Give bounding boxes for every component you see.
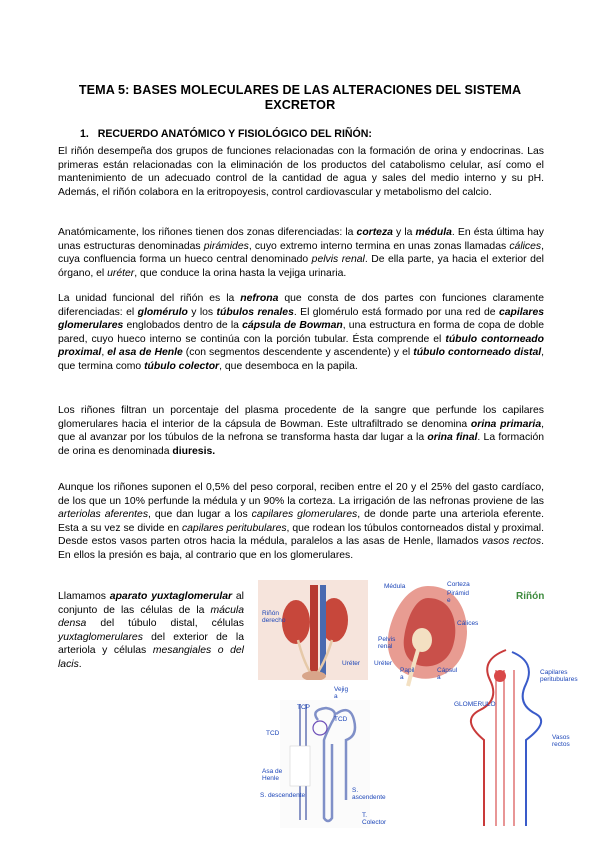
document-title — [60, 83, 540, 113]
text: . En ellos la presión es baja, al contrario que en los glomerulares. — [58, 536, 545, 561]
text: . — [78, 658, 82, 670]
label-piramide: Pirámid e — [447, 590, 470, 604]
text: , que al avanzar por los túbulos de la nefrona se transforma hasta dar lugar a la — [58, 418, 544, 444]
term-arteriolas-aferentes: arteriolas aferentes — [58, 509, 149, 521]
text: . De ella parte, ya hacia el exterior del órgano, el — [58, 254, 544, 279]
text: . En ésta última hay unas estructuras denominadas — [58, 227, 544, 252]
label-s-descendente: S. descendente — [260, 792, 306, 799]
text: . La formación de orina es denominada — [58, 432, 545, 457]
label-rinon-derecho: Riñón derecho — [262, 610, 286, 624]
label-rinon-title: Riñón — [516, 591, 545, 602]
text: , — [101, 347, 108, 359]
label-tcd: TCD — [334, 716, 348, 723]
text: , que dan lugar a los — [148, 509, 252, 521]
pelvis-shape — [412, 628, 432, 652]
term-ureter: uréter — [107, 267, 135, 279]
vein-path — [512, 652, 541, 826]
term-macula-densa: mácula densa — [58, 604, 244, 630]
term-capilares-glomerulares: capilares glomerulares — [58, 306, 544, 332]
label-papila: Papil a — [400, 667, 415, 681]
text: que consta de dos partes con funciones claramente diferenciadas: el — [58, 293, 545, 318]
text: Aunque los riñones suponen el 0,5% del peso corporal, reciben entre el 20 y el 25% del gasto cardíaco, de los que un 10% perfunde la médula y un 90% la corteza. La irrigación de las nefronas proviene de las — [58, 482, 544, 507]
paragraph-yuxtaglomerular — [58, 590, 244, 672]
term-calices: cálices — [509, 240, 542, 252]
label-corteza: Corteza — [447, 581, 470, 588]
title-line-2: EXCRETOR — [264, 98, 336, 112]
term-nefrona: nefrona — [240, 293, 279, 304]
text: . El glomérulo está formado por una red de — [293, 306, 499, 318]
term-asa-henle: el asa de Henle — [107, 347, 183, 359]
text: , que termina como — [58, 347, 545, 372]
term-piramides: pirámides — [203, 240, 249, 252]
term-capilares-peritubulares: capilares peritubulares — [181, 522, 287, 534]
label-calices: Cálices — [457, 620, 479, 627]
label-ureter-fig2: Uréter — [374, 660, 393, 667]
term-aparato-yuxtaglomerular: aparato yuxtaglomerular — [109, 591, 233, 602]
label-asa-henle: Asa de Henle — [262, 768, 283, 782]
label-glomerulo: GLOMERULO — [454, 701, 496, 708]
text: del exterior de la arteriola y células — [58, 631, 244, 657]
text: Llamamos — [58, 591, 110, 602]
section-title: RECUERDO ANATÓMICO Y FISIOLÓGICO DEL RIÑÓN: — [97, 128, 372, 140]
term-orina-primaria: orina primaria — [470, 418, 542, 430]
term-orina-final: orina final — [427, 432, 478, 444]
term-tcd: túbulo contorneado distal — [413, 347, 542, 359]
text: , de donde parte una arteriola eferente. Esta a su vez se divide en — [58, 509, 545, 534]
nephron-illustration — [280, 700, 370, 828]
text: , una estructura en forma de copa de doble pared, cuyo hueco interno se continúa con la porción tubular. Ésta comprende el — [58, 320, 544, 345]
label-tcd-left: TCD — [266, 730, 280, 737]
text: Anatómicamente, los riñones tienen dos zonas diferenciadas: la — [58, 227, 357, 238]
term-diuresis: diuresis. — [172, 445, 216, 457]
aorta-shape — [310, 585, 318, 675]
term-vasos-rectos: vasos rectos — [482, 536, 542, 548]
term-glomerulo: glomérulo — [137, 306, 188, 318]
label-pelvis: Pelvis renal — [378, 636, 396, 650]
label-vejiga: Vejig a — [334, 686, 349, 700]
glomerulus-shape — [494, 670, 506, 682]
term-medula: médula — [415, 227, 452, 238]
term-corteza: corteza — [356, 227, 393, 238]
text: del túbulo distal, células — [86, 618, 244, 630]
term-mesangiales: mesangiales o del lacis — [58, 645, 244, 670]
section-heading — [80, 128, 372, 140]
vasa-recta-path — [496, 670, 514, 826]
term-capilares-glomerulares: capilares glomerulares — [251, 509, 358, 521]
term-pelvis-renal: pelvis renal — [311, 254, 365, 266]
label-tcp: TCP — [297, 704, 310, 711]
term-tubulos-renales: túbulos renales — [216, 306, 294, 318]
term-yuxtaglomerulares: yuxtaglomerulares — [58, 631, 143, 643]
text: Los riñones filtran un porcentaje del plasma procedente de la sangre que perfunde los capilares glomerulares hacia el interior de la cápsula de Bowman. Este ultrafiltrado se denomina — [58, 405, 544, 430]
label-box — [290, 746, 310, 786]
term-capsula-bowman: cápsula de Bowman — [242, 320, 343, 332]
title-line-1: TEMA 5: BASES MOLECULARES DE LAS ALTERACIONES DEL SISTEMA — [78, 83, 522, 97]
paragraph-nefrona — [58, 292, 544, 374]
text: y la — [392, 227, 416, 238]
label-s-ascendente: S. ascendente — [352, 787, 386, 801]
label-capilares-peritubulares: Capilares peritubulares — [540, 669, 578, 683]
right-kidney-shape — [282, 600, 310, 644]
paragraph-filtracion — [58, 404, 544, 458]
text: , cuyo extremo interno termina en unas zonas llamadas — [248, 240, 510, 252]
text: La unidad funcional del riñón es la — [58, 293, 241, 304]
label-capsula: Cápsul a — [437, 667, 458, 681]
text: (con segmentos descendente y ascendente) y el — [182, 347, 414, 359]
text: al conjunto de las células de la — [58, 591, 244, 616]
label-medula: Médula — [384, 583, 406, 590]
text: , que desemboca en la papila. — [219, 360, 358, 372]
label-ureter-fig1: Uréter — [342, 660, 361, 667]
text: , que conduce la orina hasta la vejiga urinaria. — [134, 267, 347, 279]
paragraph-anatomy — [58, 226, 544, 280]
term-tubulo-colector: túbulo colector — [144, 360, 220, 372]
term-tcp: túbulo contorneado proximal — [58, 333, 544, 359]
text: , cuya confluencia forma un hueco central denominado — [58, 240, 544, 266]
text: , que rodean los túbulos contorneados distal y proximal. Desde estos vasos parten otros hacia la médula, paralelos a las asas de Henle, llamados — [58, 522, 544, 548]
paragraph-irrigacion — [58, 481, 544, 563]
text: y los — [187, 306, 217, 318]
section-number: 1. — [80, 128, 89, 140]
label-vasos-rectos: Vasos rectos — [552, 734, 570, 748]
paragraph-functions: El riñón desempeña dos grupos de funciones relacionadas con la formación de orina y endocrinas. Las primeras están relacionadas con la eliminación de los productos del catabolismo celular, así como el mantenimiento de un adecuado control de la cantidad de agua y sales del medio interno y su pH. Además, el riñón colabora en la eritropoyesis, control cardiovascular y metabolismo del calcio. — [58, 146, 544, 198]
label-t-colector: T. Colector — [362, 812, 387, 826]
text: englobados dentro de la — [123, 320, 243, 332]
